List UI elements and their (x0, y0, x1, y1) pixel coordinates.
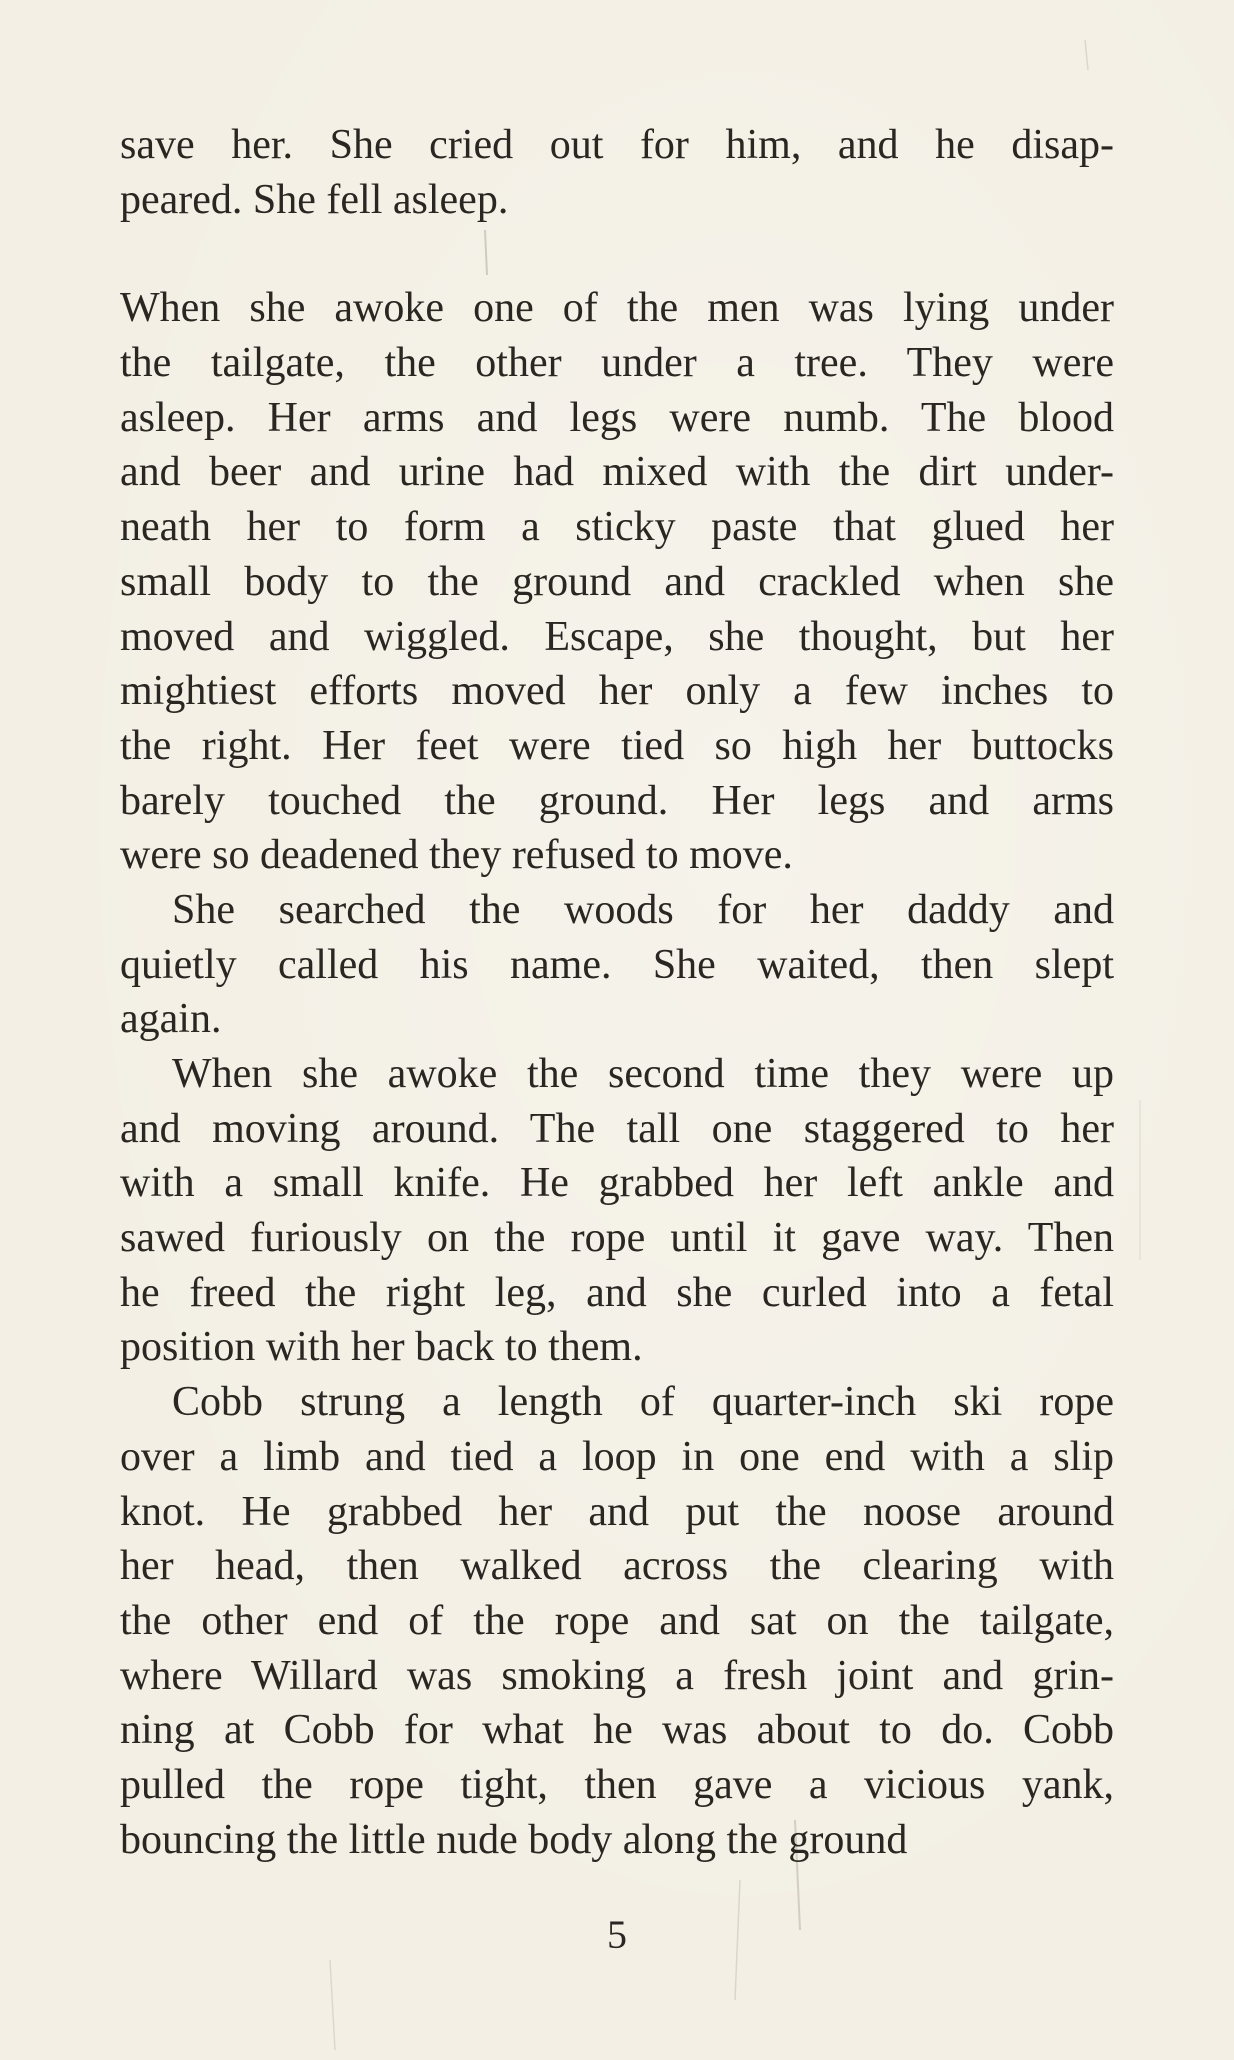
body-text (120, 118, 1114, 1867)
text-line: over a limb and tied a loop in one end with a slip (120, 1433, 1114, 1480)
text-line: quietly called his name. She waited, then slept (120, 941, 1114, 988)
text-line: where Willard was smoking a fresh joint and grin- (120, 1652, 1114, 1699)
text-line: When she awoke the second time they were up (172, 1051, 1114, 1097)
text-line: were so deadened they refused to move. (120, 832, 793, 879)
text-line: again. (120, 996, 222, 1043)
text-line: mightiest efforts moved her only a few inches to (120, 668, 1114, 715)
text-line: small body to the ground and crackled when she (120, 558, 1114, 605)
text-line: he freed the right leg, and she curled into a fetal (120, 1269, 1114, 1316)
text-line: ning at Cobb for what he was about to do. Cobb (120, 1707, 1114, 1754)
text-line: position with her back to them. (120, 1324, 643, 1371)
text-line: knot. He grabbed her and put the noose around (120, 1488, 1114, 1535)
text-line: with a small knife. He grabbed her left ankle and (120, 1160, 1114, 1207)
text-line: and moving around. The tall one staggered to her (120, 1105, 1114, 1152)
text-line: moved and wiggled. Escape, she thought, but her (120, 613, 1114, 660)
text-line: neath her to form a sticky paste that glued her (120, 504, 1114, 551)
text-line: Cobb strung a length of quarter-inch ski rope (172, 1379, 1114, 1426)
text-line: her head, then walked across the clearing with (120, 1543, 1114, 1590)
text-line: She searched the woods for her daddy and (172, 886, 1114, 933)
text-line: bouncing the little nude body along the ground (120, 1816, 908, 1863)
text-line: sawed furiously on the rope until it gave way. Then (120, 1215, 1114, 1262)
text-line: the tailgate, the other under a tree. They were (120, 340, 1114, 387)
text-line: the right. Her feet were tied so high her buttocks (120, 722, 1114, 769)
text-line: the other end of the rope and sat on the tailgate, (120, 1597, 1114, 1644)
text-line: save her. She cried out for him, and he disap- (120, 122, 1114, 168)
text-line: and beer and urine had mixed with the dirt under- (120, 449, 1114, 496)
text-line: asleep. Her arms and legs were numb. The blood (120, 394, 1114, 441)
text-line: peared. She fell asleep. (120, 176, 509, 223)
page-number: 5 (607, 1912, 627, 1957)
paragraph-gap (120, 227, 1114, 281)
text-line: When she awoke one of the men was lying under (120, 285, 1114, 332)
text-line: barely touched the ground. Her legs and arms (120, 777, 1114, 824)
text-line: pulled the rope tight, then gave a vicious yank, (120, 1761, 1114, 1808)
